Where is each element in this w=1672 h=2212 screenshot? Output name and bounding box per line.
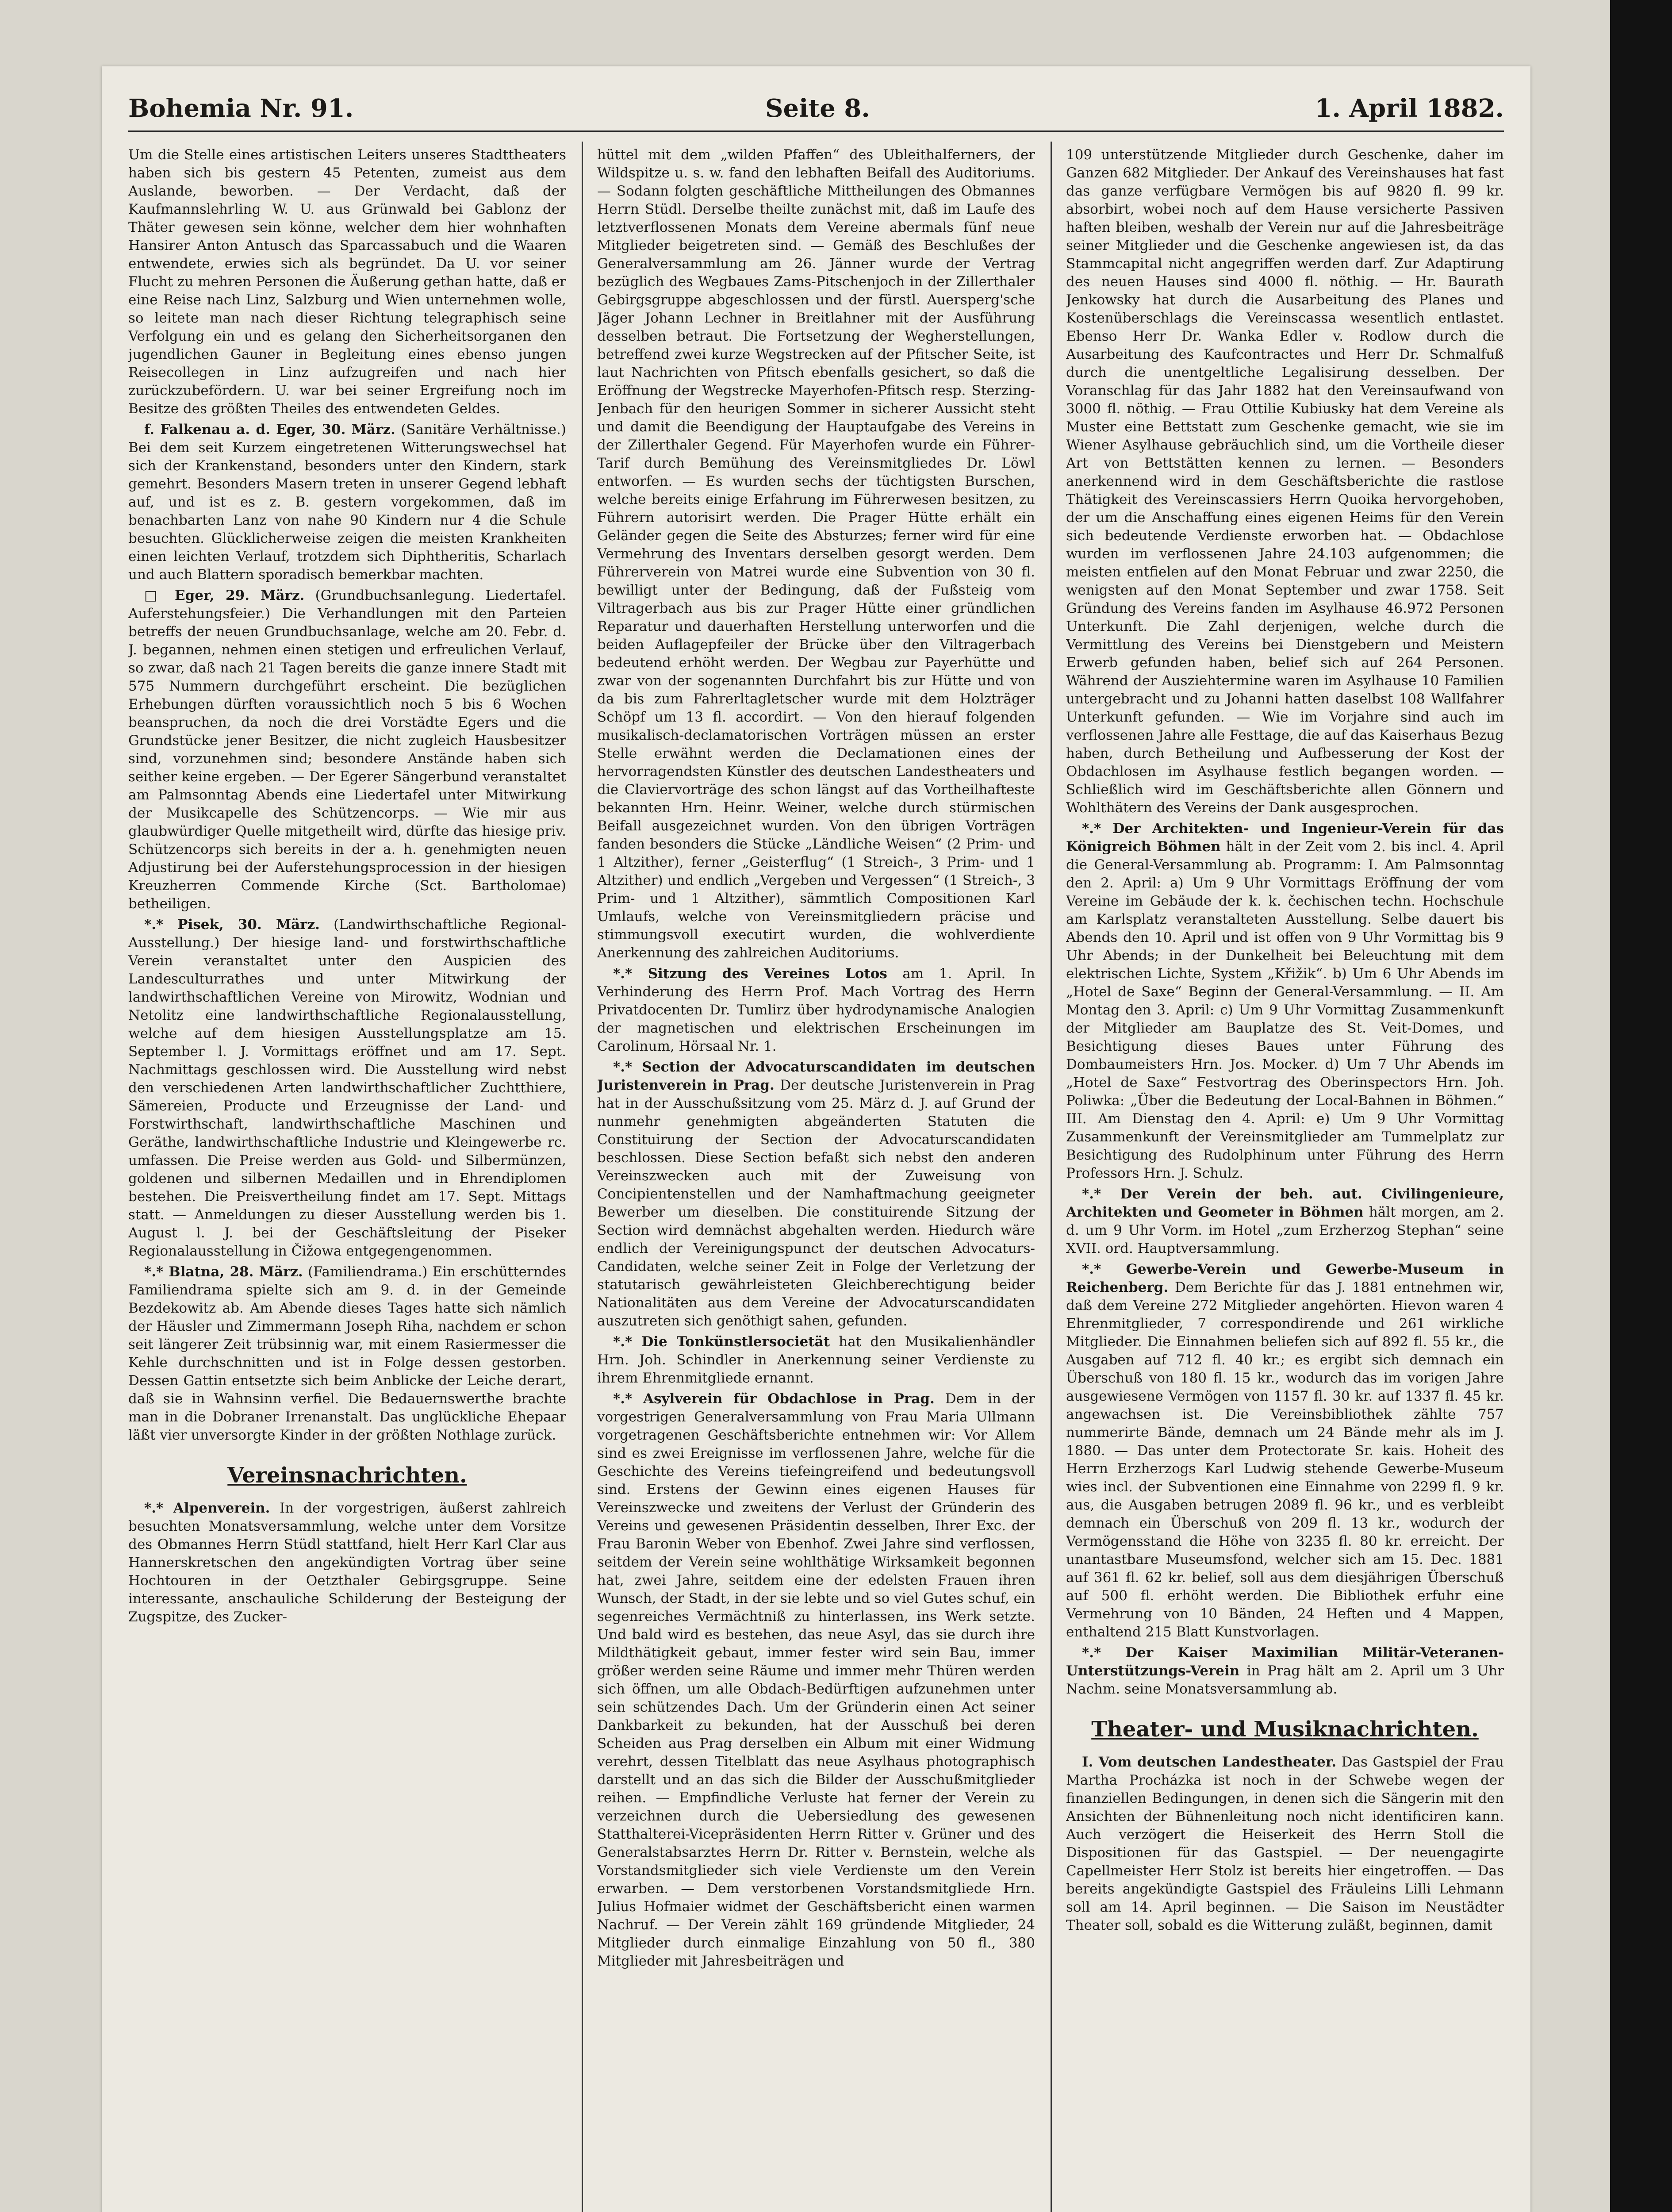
article-dateline: *.* Blatna, 28. März. (144, 1264, 303, 1280)
article-paragraph (1066, 1644, 1504, 1698)
article-text: am 1. April. In Verhinderung des Herrn Prof. Mach Vortrag des Herrn Privatdocenten Dr. Tumlirz über hydrodynamische Analogien der magnetischen und elektrischen Erscheinungen im Carolinum, Hörsaal Nr. 1. (597, 966, 1035, 1054)
article-dateline: *.* Section der Advocaturscandidaten im deutschen Juristenverein in Prag. (597, 1059, 1035, 1093)
article-text: Dem Berichte für das J. 1881 entnehmen wir, daß dem Vereine 272 Mitglieder angehörten. Hievon waren 4 Ehrenmitglieder, 7 correspondirende und 261 wirkliche Mitglieder. Die Einnahmen beliefen sich auf 892 fl. 55 kr., die Ausgaben auf 712 fl. 40 kr.; es ergibt sich demnach ein Überschuß von 180 fl. 15 kr., wodurch das im vorigen Jahre ausgewiesene Vermögen von 1157 fl. 30 kr. auf 1337 fl. 45 kr. angewachsen ist. Die Vereinsbibliothek zählte 757 nummerirte Bände, demnach um 24 Bände mehr als im J. 1880. — Das unter dem Protectorate Sr. kais. Hoheit des Herrn Erzherzogs Karl Ludwig stehende Gewerbe-Museum wies incl. der Subventionen eine Einnahme von 2299 fl. 9 kr. aus, die Ausgaben betrugen 2089 fl. 96 kr., und es verbleibt demnach ein Überschuß von 209 fl. 13 kr., wodurch der Vermögensstand die Höhe von 3235 fl. 80 kr. erreicht. Der unantastbare Museumsfond, welcher sich am 15. Dec. 1881 auf 361 fl. 62 kr. belief, soll aus dem diesjährigen Überschuß auf 500 fl. erhöht werden. Die Bibliothek erfuhr eine Vermehrung von 10 Bänden, 24 Heften und 4 Mappen, enthaltend 215 Blatt Kunstvorlagen. (1066, 1279, 1504, 1640)
article-paragraph (128, 1263, 566, 1444)
column-divider (582, 142, 583, 2212)
article-text: hält in der Zeit vom 2. bis incl. 4. April die General-Versammlung ab. Programm: I. Am Palmsonntag den 2. April: a) Um 9 Uhr Vormittags Eröffnung der vom Vereine im Gebäude der k. k. čechischen techn. Hochschule am Karlsplatz veranstalteten Ausstellung. Selbe dauert bis Abends den 10. April und ist offen von 9 Uhr Vormittag bis 9 Uhr Abends; in der Dunkelheit bei Beleuchtung mit dem elektrischen Lichte, System „Křižik“. b) Um 6 Uhr Abends im „Hotel de Saxe“ Beginn der General-Versammlung. — II. Am Montag den 3. April: c) Um 9 Uhr Vormittag Zusammenkunft der Mitglieder am Bauplatze des St. Veit-Domes, und Besichtigung dieses Baues unter Führung des Dombaumeisters Hrn. Jos. Mocker. d) Um 7 Uhr Abends im „Hotel de Saxe“ Festvortrag des Oberinspectors Hrn. Joh. Poliwka: „Über die Bedeutung der Local-Bahnen in Böhmen.“ III. Am Dienstag den 4. April: e) Um 9 Uhr Vormittag Zusammenkunft der Vereinsmitglieder am Tummelplatz zur Besichtigung des Rudolphinum unter Führung des Herrn Professors Hrn. J. Schulz. (1066, 839, 1504, 1181)
issue-date: 1. April 1882. (1315, 94, 1504, 123)
newspaper-page (102, 66, 1530, 2212)
article-dateline: *.* Der Kaiser Maximilian Militär-Veteranen-Unterstützungs-Verein (1066, 1645, 1504, 1679)
article-text: In der vorgestrigen, äußerst zahlreich besuchten Monatsversammlung, welche unter dem Vorsitze des Obmannes Herrn Stüdl stattfand, hielt Herr Karl Clar aus Hannerskretschen den angekündigten Vortrag über seine Hochtouren in der Oetzthaler Gebirgsgruppe. Seine interessante, anschauliche Schilderung der Besteigung der Zugspitze, des Zucker- (128, 1500, 566, 1625)
article-dateline: f. Falkenau a. d. Eger, 30. März. (144, 422, 395, 438)
article-dateline: I. Vom deutschen Landestheater. (1082, 1754, 1337, 1770)
article-text: Dem in der vorgestrigen Generalversammlung von Frau Maria Ullmann vorgetragenen Geschäftsberichte entnehmen wir: Vor Allem sind es zwei Ereignisse im verflossenen Jahre, welche für die Geschichte des Vereins tiefeingreifend und bedeutungsvoll sind. Erstens der Gewinn eines eigenen Hauses für Vereinszwecke und zweitens der Verlust der Gründerin des Vereins und gewesenen Präsidentin desselben, Ihrer Exc. der Frau Baronin Weber von Ebenhof. Zwei Jahre sind verflossen, seitdem der Verein seine wohlthätige Wirksamkeit begonnen hat, zwei Jahre, seitdem eine der edelsten Frauen ihren Wunsch, der Stadt, in der sie lebte und so viel Gutes schuf, ein segenreiches Vermächtniß zu hinterlassen, ins Werk setzte. Und bald wird es bestehen, das neue Asyl, das sie durch ihre Mildthätigkeit gebaut, immer fester wird sein Bau, immer größer werden seine Räume und immer mehr Thüren werden sich öffnen, um alle Obdach-Bedürftigen aufzunehmen unter sein schützendes Dach. Um der Gründerin einen Act seiner Dankbarkeit zu bekunden, hat der Ausschuß bei deren Scheiden aus Prag derselben ein Album mit einer Widmung verehrt, dessen Titelblatt das neue Asylhaus photographisch darstellt und an das sich die Bilder der Ausschußmitglieder reihen. — Empfindliche Verluste hat ferner der Verein zu verzeichnen durch die Uebersiedlung des gewesenen Statthalterei-Vicepräsidenten Herrn Ritter v. Grüner und des Generalstabsarztes Herrn Dr. Ritter v. Bernstein, welche als Vorstandsmitglieder sich viele Verdienste um den Verein erwarben. — Dem verstorbenen Vorstandsmitgliede Hrn. Julius Hofmaier widmet der Geschäftsbericht einen warmen Nachruf. — Der Verein zählt 169 gründende Mitglieder, 24 Mitglieder durch einmalige Einzahlung von 50 fl., 380 Mitglieder mit Jahresbeiträgen und (597, 1391, 1035, 1969)
article-text: Der deutsche Juristenverein in Prag hat in der Ausschußsitzung vom 25. März d. J. auf Grund der nunmehr genehmigten abgeänderten Statuten die Constituirung der Section der Advocaturscandidaten beschlossen. Diese Section befaßt sich nebst den anderen Vereinszwecken auch mit der Zuweisung von Concipientenstellen und der Namhaftmachung geeigneter Bewerber um dieselben. Die constituirende Sitzung der Section wird demnächst abgehalten werden. Hiedurch wäre endlich der Vereinigungspunct der deutschen Advocaturs-Candidaten, welche seiner Zeit in Folge der Verletzung der statutarisch gewährleisteten Gleichberechtigung beider Nationalitäten aus dem Vereine der Advocaturscandidaten auszutreten sich genöthigt sahen, gefunden. (597, 1077, 1035, 1329)
article-dateline: *.* Gewerbe-Verein und Gewerbe-Museum in Reichenberg. (1066, 1261, 1504, 1295)
article-text: hat den Musikalienhändler Hrn. Joh. Schindler in Anerkennung seiner Verdienste zu ihrem Ehrenmitgliede ernannt. (597, 1334, 1035, 1386)
article-dateline: *.* Der Architekten- und Ingenieur-Verein für das Königreich Böhmen (1066, 821, 1504, 855)
masthead-issue: Bohemia Nr. 91. (128, 94, 354, 123)
section-heading: Vereinsnachrichten. (227, 1463, 467, 1488)
article-text: hält morgen, am 2. d. um 9 Uhr Vorm. im Hotel „zum Erzherzog Stephan“ seine XVII. ord. Hauptversammlung. (1066, 1204, 1504, 1256)
article-dateline: *.* Sitzung des Vereines Lotos (613, 966, 887, 982)
article-paragraph: 109 unterstützende Mitglieder durch Geschenke, daher im Ganzen 682 Mitglieder. Der Ankauf des Vereinshauses hat fast das ganze verfügbare Vermögen bis auf 9820 fl. 99 kr. absorbirt, wobei noch auf dem Hause versicherte Passiven haften bleiben, weshalb der Verein nur auf die Jahresbeiträge seiner Mitglieder und die Geschenke angewiesen ist, da das Stammcapital nicht angegriffen werden darf. Zur Adaptirung des neuen Hauses sind 4000 fl. nöthig. — Hr. Baurath Jenkowsky hat durch die Ausarbeitung des Planes und Kostenüberschlags die Vereinscassa wesentlich entlastet. Ebenso Herr Dr. Wanka Edler v. Rodlow durch die Ausarbeitung des Kaufcontractes und Herr Dr. Schmalfuß durch die unentgeltliche Legalisirung desselben. Der Voranschlag für das Jahr 1882 hat den Vereinsaufwand von 3000 fl. nöthig. — Frau Ottilie Kubiusky hat dem Vereine als Muster eine Bettstatt zum Geschenke gemacht, wie sie im Wiener Asylhause gebräuchlich sind, um die Vortheile dieser Art von Bettstätten kennen zu lernen. — Besonders anerkennend wird in dem Geschäftsberichte die rastlose Thätigkeit des Vereinscassiers Herrn Quoika hervorgehoben, der um die Anschaffung eines eigenen Heims für den Verein sich bedeutende Verdienste erworben hat. — Obdachlose wurden im verflossenen Jahre 24.103 aufgenommen; die meisten entfielen auf den Monat Februar und zwar 2250, die wenigsten auf den Monat September und zwar 1758. Seit Gründung des Vereins fanden im Asylhause 46.972 Personen Unterkunft. Die Zahl derjenigen, welche durch die Vermittlung des Vereins bei Dienstgebern und Meistern Erwerb gefunden haben, belief sich auf 264 Personen. Während der Ausziehtermine waren im Asylhause 10 Familien untergebracht und zu Johanni hatten daselbst 108 Wallfahrer Unterkunft gefunden. — Wie im Vorjahre sind auch im verflossenen Jahre alle Festtage, die auf das Kaiserhaus Bezug haben, durch Betheilung und Aufbesserung der Kost der Obdachlosen im Asylhause festlich begangen worden. — Schließlich wird im Geschäftsberichte allen Gönnern und Wohlthätern des Vereins der Dank ausgesprochen. (1066, 147, 1504, 816)
article-paragraph: hüttel mit dem „wilden Pfaffen“ des Ubleithalferners, der Wildspitze u. s. w. fand den lebhaften Beifall des Auditoriums. — Sodann folgten geschäftliche Mittheilungen des Obmannes Herrn Stüdl. Derselbe theilte zunächst mit, daß im Laufe des letztverflossenen Monats dem Vereine abermals fünf neue Mitglieder beigetreten sind. — Gemäß des Beschlußes der Generalversammlung am 26. Jänner wurde der Vertrag bezüglich des Wegbaues Zams-Pitschenjoch in der Zillerthaler Gebirgsgruppe abgeschlossen und der fürstl. Auersperg'sche Jäger Johann Lechner in Breitlahner mit der Ausführung desselben betraut. Die Fortsetzung der Wegherstellungen, betreffend zwei kurze Wegstrecken auf der Pfitscher Seite, ist laut Nachrichten von Pfitsch ebenfalls gesichert, so daß die Eröffnung der Wegstrecke Mayerhofen-Pfitsch resp. Sterzing-Jenbach für den heurigen Sommer in sicherer Aussicht steht und damit die Beendigung der Hauptaufgabe des Vereins in der Zillerthaler Gegend. Für Mayerhofen wurde ein Führer-Tarif durch Bemühung des Vereinsmitgliedes Dr. Löwl entworfen. — Es wurden sechs der tüchtigsten Burschen, welche bereits einige Erfahrung im Führerwesen besitzen, zu Führern autorisirt werden. Die Prager Hütte erhält ein Geländer gegen die Seite des Absturzes; ferner wird für eine Vermehrung des Inventars derselben gesorgt werden. Dem Führerverein von Matrei wurde eine Subvention von 30 fl. bewilligt unter der Bedingung, daß der Fußsteig vom Viltragerbach aus bis zur Prager Hütte einer gründlichen Reparatur und dauerhaften Herstellung unterworfen und die beiden Auflagepfeiler der Brücke über den Viltragerbach bedeutend erhöht werden. Der Wegbau zur Payerhütte und zwar von der sogenannten Durchfahrt bis zur Hütte und von da bis zum Fahrerltagletscher wurde mit dem Holzträger Schöpf um 13 fl. accordirt. — Von den hierauf folgenden musikalisch-declamatorischen Vorträgen müssen an erster Stelle erwähnt werden die Declamationen eines der hervorragendsten Künstler des deutschen Landestheaters und die Claviervorträge des schon längst auf das Vortheilhafteste bekannten Hrn. Heinr. Weiner, welche durch stürmischen Beifall ausgezeichnet wurden. Von den übrigen Vorträgen fanden besonders die Stücke „Ländliche Weisen“ (2 Prim- und 1 Altzither), ferner „Geisterflug“ (1 Streich-, 3 Prim- und 1 Altzither) und endlich „Vergeben und Vergessen“ (1 Streich-, 3 Prim- und 1 Altzither), sämmtlich Compositionen Karl Umlaufs, welche von Vereinsmitgliedern präcise und stimmungsvoll executirt wurden, die wohlverdiente Anerkennung des zahlreichen Auditoriums. (597, 147, 1035, 961)
column-1 (128, 146, 566, 2212)
article-dateline: *.* Asylverein für Obdachlose in Prag. (613, 1391, 935, 1407)
article-dateline: *.* Pisek, 30. März. (144, 917, 320, 933)
article-paragraph (128, 916, 566, 1260)
article-paragraph (597, 1058, 1035, 1330)
article-paragraph (597, 1390, 1035, 1970)
article-paragraph (128, 587, 566, 913)
page-header (128, 88, 1504, 128)
article-text: (Grundbuchsanlegung. Liedertafel. Auferstehungsfeier.) Die Verhandlungen mit den Parteien betreffs der neuen Grundbuchsanlage, welche am 20. Febr. d. J. begannen, nehmen einen stetigen und erfreulichen Verlauf, so zwar, daß nach 21 Tagen bereits die ganze innere Stadt mit 575 Nummern durchgeführt erscheint. Die bezüglichen Erhebungen dürften voraussichtlich noch 5 bis 6 Wochen beanspruchen, da noch die drei Vorstädte Egers und die Grundstücke jener Besitzer, die nicht zugleich Hausbesitzer sind, vorzunehmen sind; besondere Anstände haben sich seither keine ergeben. — Der Egerer Sängerbund veranstaltet am Palmsonntag Abends eine Liedertafel unter Mitwirkung der Musikcapelle des Schützencorps. — Wie mir aus glaubwürdiger Quelle mitgetheilt wird, dürfte das hiesige priv. Schützencorps sich bereits in der a. h. genehmigten neuen Adjustirung bei der Auferstehungsprocession in der hiesigen Kreuzherren Commende Kirche (Sct. Bartholomae) betheiligen. (128, 588, 566, 912)
article-paragraph: Um die Stelle eines artistischen Leiters unseres Stadttheaters haben sich bis gestern 45 Petenten, zumeist aus dem Auslande, beworben. — Der Verdacht, daß der Kaufmannslehrling W. U. aus Grünwald bei Gablonz der Thäter gewesen sein könne, welcher dem hier wohnhaften Hansirer Anton Antusch das Sparcassabuch und die Waaren entwendete, erwies sich als begründet. Da U. vor seiner Flucht zu mehren Personen die Äußerung gethan hatte, daß er eine Reise nach Linz, Salzburg und Wien unternehmen wolle, so leitete man nach dieser Richtung telegraphisch seine Verfolgung ein und es gelang den Sicherheitsorganen den jugendlichen Gauner in Begleitung eines ebenso jungen Reisecollegen in Linz aufzugreifen und nach hier zurückzubefördern. U. war bei seiner Ergreifung noch im Besitze des größten Theiles des entwendeten Geldes. (128, 147, 566, 417)
article-paragraph (1066, 1185, 1504, 1258)
article-paragraph (597, 965, 1035, 1056)
article-dateline: *.* Alpenverein. (144, 1500, 270, 1516)
article-text: (Familiendrama.) Ein erschütterndes Familiendrama spielte sich am 9. d. in der Gemeinde Bezdekowitz ab. Am Abende dieses Tages hatte sich nämlich der Häusler und Zimmermann Joseph Riha, nachdem er schon seit längerer Zeit trübsinnig war, mit einem Rasiermesser die Kehle durchschnitten und ist in Folge dessen gestorben. Dessen Gattin entsetzte sich beim Anblicke der Leiche derart, daß sie in Wahnsinn verfiel. Die Bedauernswerthe brachte man in die Dobraner Irrenanstalt. Das unglückliche Ehepaar läßt vier unversorgte Kinder in der größten Nothlage zurück. (128, 1264, 566, 1443)
article-text: (Landwirthschaftliche Regional-Ausstellung.) Der hiesige land- und forstwirthschaftliche Verein veranstaltet unter den Auspicien des Landesculturrathes und unter Mitwirkung der landwirthschaftlichen Vereine von Mirowitz, Wodnian und Netolitz eine landwirthschaftliche Regionalausstellung, welche auf dem hiesigen Ausstellungsplatze am 15. September l. J. Vormittags eröffnet und am 17. Sept. Nachmittags geschlossen wird. Die Ausstellung wird nebst den verschiedenen Arten landwirthschaftlicher Zuchtthiere, Sämereien, Producte und Erzeugnisse der Land- und Forstwirthschaft, landwirthschaftliche Maschinen und Geräthe, landwirthschaftliche Industrie und Kleingewerbe rc. umfassen. Die Preise werden aus Gold- und Silbermünzen, goldenen und silbernen Medaillen und in Ehrendiplomen bestehen. Die Preisvertheilung findet am 17. Sept. Mittags statt. — Anmeldungen zu dieser Ausstellung werden bis 1. August l. J. bei der Geschäftsleitung der Piseker Regionalausstellung in Čižowa entgegengenommen. (128, 917, 566, 1259)
section-heading: Theater- und Musiknachrichten. (1091, 1717, 1479, 1742)
article-paragraph (128, 421, 566, 584)
scan-border (1610, 0, 1672, 2212)
header-rule (128, 131, 1504, 132)
article-paragraph (1066, 1753, 1504, 1935)
article-paragraph (128, 1499, 566, 1626)
article-dateline: *.* Die Tonkünstlersocietät (613, 1334, 830, 1350)
page-number: Seite 8. (765, 94, 870, 123)
article-text: in Prag hält am 2. April um 3 Uhr Nachm. seine Monatsversammlung ab. (1066, 1663, 1504, 1697)
column-2 (597, 146, 1035, 2212)
article-paragraph (1066, 1260, 1504, 1641)
article-dateline: *.* Der Verein der beh. aut. Civilingenieure, Architekten und Geometer in Böhmen (1066, 1186, 1504, 1220)
column-divider (1051, 142, 1052, 2212)
article-dateline: □ Eger, 29. März. (144, 588, 305, 603)
column-3 (1066, 146, 1504, 2212)
article-text: (Sanitäre Verhältnisse.) Bei dem seit Kurzem eingetretenen Witterungswechsel hat sich der Krankenstand, besonders unter den Kindern, stark gemehrt. Besonders Masern treten in unserer Gegend lebhaft auf, und ist es z. B. gestern vorgekommen, daß im benachbarten Lanz von nahe 90 Kindern nur 4 die Schule besuchten. Glücklicherweise zeigen die meisten Krankheiten einen leichten Verlauf, trotzdem sich Diphtheritis, Scharlach und auch Blattern sporadisch bemerkbar machten. (128, 422, 566, 583)
article-paragraph (1066, 820, 1504, 1183)
article-text: Das Gastspiel der Frau Martha Procházka ist noch in der Schwebe wegen der finanziellen Bedingungen, in denen sich die Sängerin mit den Ansichten der Bühnenleitung noch nicht identificiren kann. Auch verzögert die Heiserkeit des Herrn Stoll die Dispositionen für das Gastspiel. — Der neuengagirte Capellmeister Herr Stolz ist bereits hier eingetroffen. — Das bereits angekündigte Gastspiel des Fräuleins Lilli Lehmann soll am 14. April beginnen. — Die Saison im Neustädter Theater soll, sobald es die Witterung zuläßt, beginnen, damit (1066, 1754, 1504, 1933)
article-paragraph (597, 1333, 1035, 1387)
